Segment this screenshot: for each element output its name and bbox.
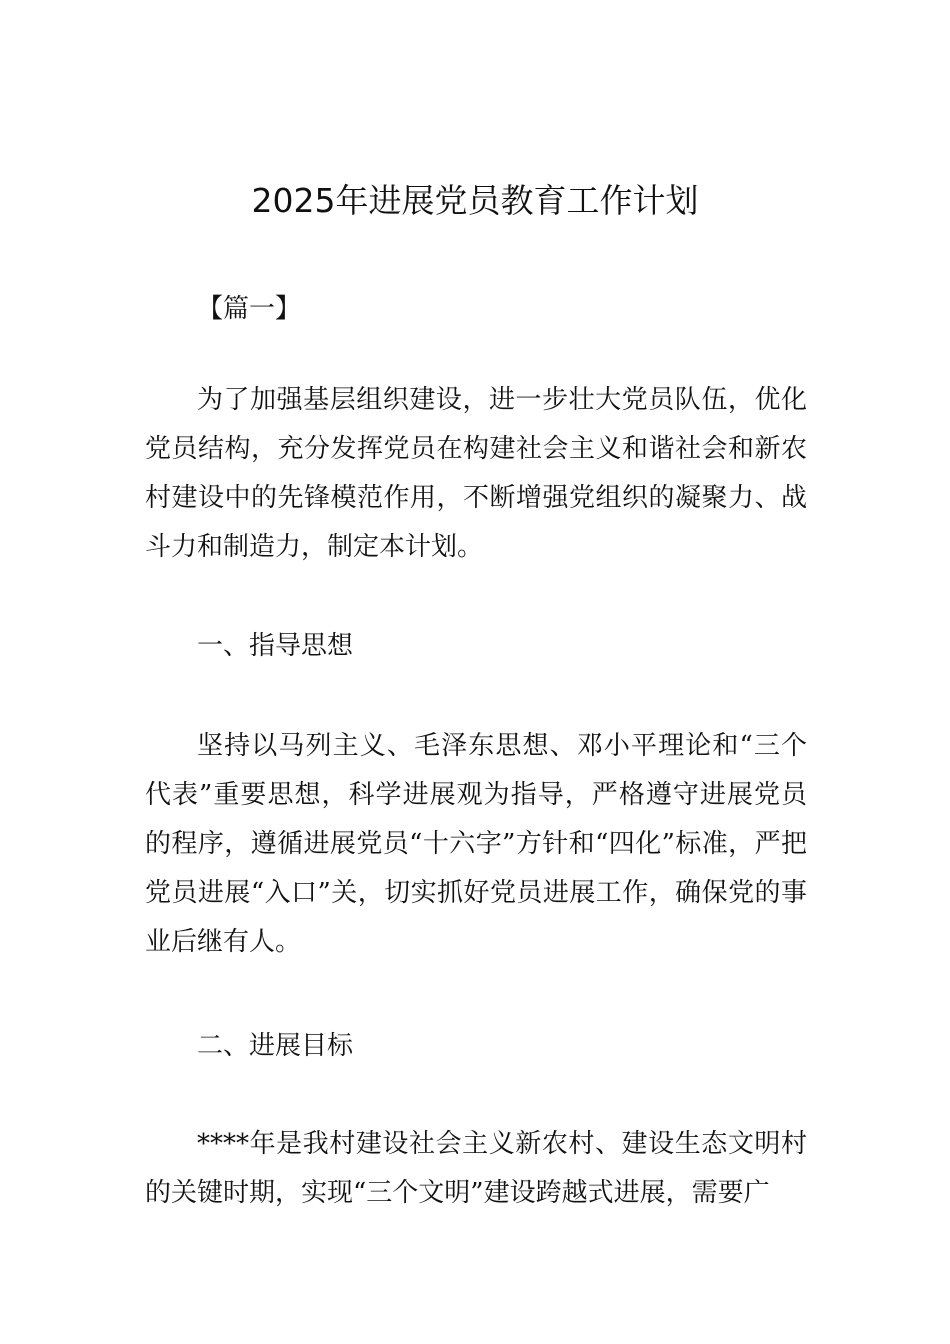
part-label: 【篇一】 [197,294,302,324]
document-title: 2025年进展党员教育工作计划 [251,181,699,220]
guiding-thought-paragraph: 坚持以马列主义、毛泽东思想、邓小平理论和“三个代表”重要思想，科学进展观为指导，严格遵守进展党员的程序，遵循进展党员“十六字”方针和“四化”标准，严把党员进展“入口”关，切实抓好党员进展工作，确保党的事业后继有人。 [145,731,807,957]
section-heading-guiding-thought: 一、指导思想 [197,631,354,661]
intro-paragraph: 为了加强基层组织建设，进一步壮大党员队伍，优化党员结构，充分发挥党员在构建社会主义和谐社会和新农村建设中的先锋模范作用，不断增强党组织的凝聚力、战斗力和制造力，制定本计划。 [145,385,807,562]
goals-paragraph: ****年是我村建设社会主义新农村、建设生态文明村的关键时期，实现“三个文明”建设跨越式进展，需要广 [145,1129,807,1208]
section-heading-goals: 二、进展目标 [197,1031,354,1061]
